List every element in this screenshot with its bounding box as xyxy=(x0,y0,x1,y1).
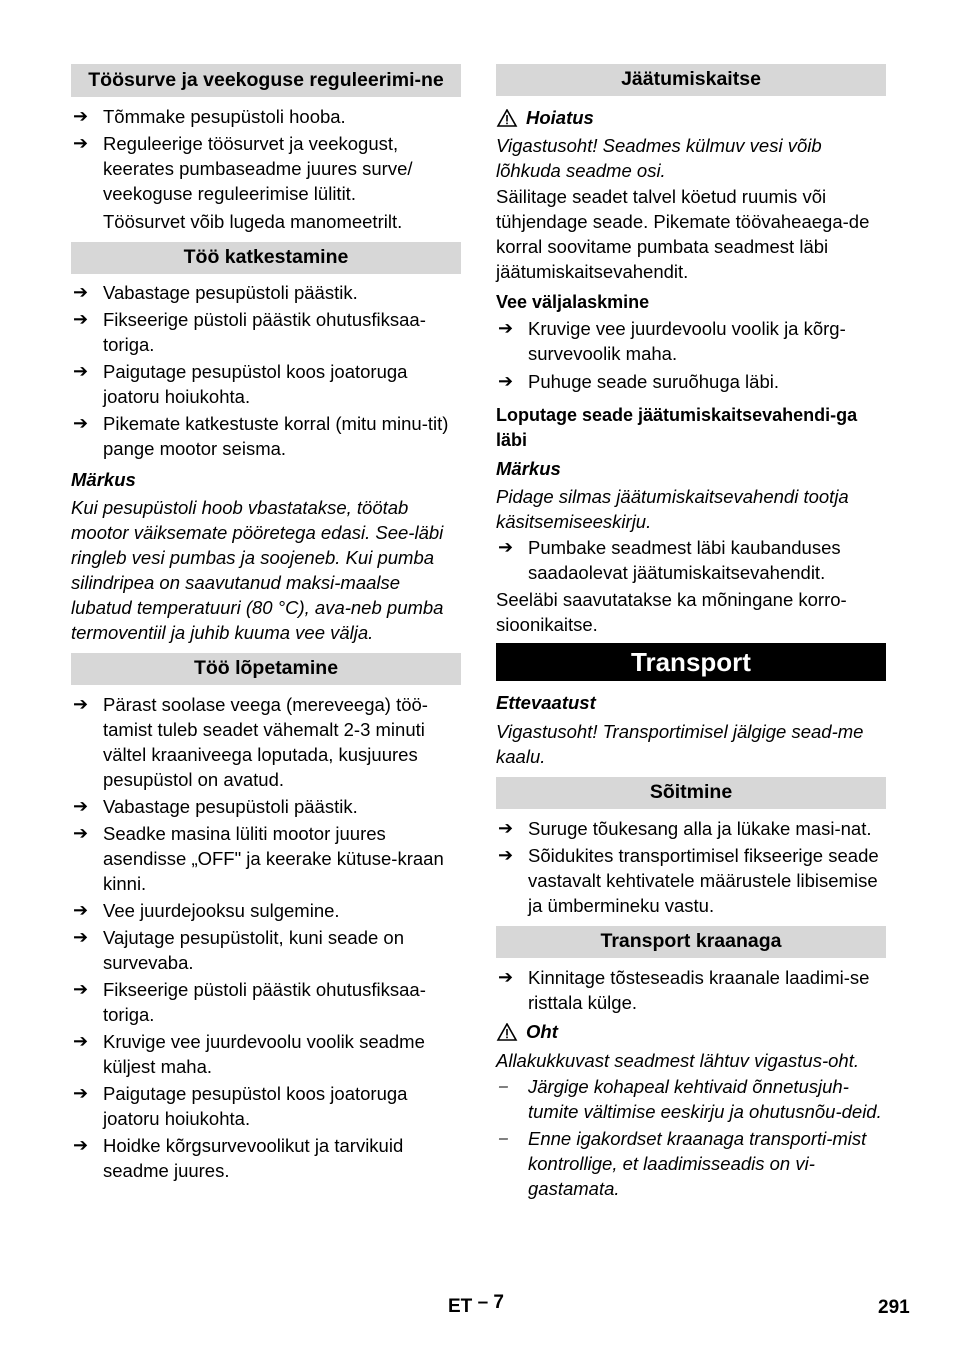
arrow-right-icon: ➔ xyxy=(498,845,514,865)
arrow-right-icon: ➔ xyxy=(498,318,514,338)
arrow-right-icon: ➔ xyxy=(73,927,89,947)
body-text: Töösurvet võib lugeda manomeetrilt. xyxy=(103,211,403,232)
dash-bullet: – xyxy=(499,1078,508,1095)
warning-triangle-icon xyxy=(496,1023,518,1041)
arrow-right-icon: ➔ xyxy=(73,1135,89,1155)
list-item: ➔ Suruge tõukesang alla ja lükake masi-nat. xyxy=(498,818,872,839)
arrow-right-icon: ➔ xyxy=(73,133,89,153)
list-item: ➔ Kinnitage tõsteseadis kraanale laadimi-se risttala külge. xyxy=(498,967,870,1013)
list-item: ➔ Vabastage pesupüstoli päästik. xyxy=(73,282,358,303)
warning-text: Vigastusoht! Seadmes külmuv vesi võib lõhkuda seadme osi. xyxy=(496,135,822,181)
list-item: ➔ Pikemate katkestuste korral (mitu minu-tit) pange mootor seisma. xyxy=(73,413,449,459)
list-item: ➔ Vabastage pesupüstoli päästik. xyxy=(73,796,358,817)
arrow-right-icon: ➔ xyxy=(73,796,89,816)
arrow-right-icon: ➔ xyxy=(73,1083,89,1103)
body-text: Säilitage seadet talvel köetud ruumis või tühjendage seade. Pikemate töövaheaega-de korral soovitame pumbata seadmest läbi jäätumiskaitsevahendit. xyxy=(496,186,870,282)
list-item: ➔ Seadke masina lüliti mootor juures asendisse „OFF" ja keerake kütuse-kraan kinni. xyxy=(73,823,444,894)
arrow-right-icon: ➔ xyxy=(73,309,89,329)
chapter-title: Transport xyxy=(496,643,886,681)
body-text: Seeläbi saavutatakse ka mõningane korro-sioonikaitse. xyxy=(496,589,847,635)
list-item: ➔ Pärast soolase veega (mereveega) töö-tamist tuleb seadet vähemalt 2-3 minuti vältel kraaniveega loputada, kusjuures pesupüstol on avatud. xyxy=(73,694,428,790)
list-item: ➔ Reguleerige töösurvet ja veekogust, keerates pumbaseadme juures surve/ veekoguse reguleerimise lülitit. xyxy=(73,133,413,204)
arrow-right-icon: ➔ xyxy=(498,371,514,391)
list-item: ➔ Paigutage pesupüstol koos joatoruga joatoru hoiukohta. xyxy=(73,1083,408,1129)
dash-bullet: – xyxy=(499,1130,508,1147)
danger-heading xyxy=(496,1019,886,1044)
warning-triangle-icon xyxy=(496,109,518,127)
list-item: ➔ Kruvige vee juurdevoolu voolik ja kõrg-survevoolik maha. xyxy=(498,318,846,364)
note-text: Pidage silmas jäätumiskaitsevahendi tootja käsitsemiseeskirju. xyxy=(496,486,849,532)
list-item: ➔ Fikseerige püstoli päästik ohutusfiksaa-toriga. xyxy=(73,309,426,355)
left-column xyxy=(71,64,461,1183)
danger-text: Allakukkuvast seadmest lähtuv vigastus-oht. xyxy=(496,1050,859,1071)
arrow-right-icon: ➔ xyxy=(73,1031,89,1051)
note-text: Kui pesupüstoli hoob vbastatakse, töötab mootor väiksemate pööretega edasi. See-läbi ringleb vesi pumbas ja soojeneb. Kui pumba silindripea on saavutanud maksi-maalse lubatud temperatuuri (80 °C), ava-neb pumba termoventiil ja juhib kuuma vee välja. xyxy=(71,497,444,643)
section-heading-driving: Sõitmine xyxy=(496,777,886,809)
arrow-right-icon: ➔ xyxy=(73,694,89,714)
caution-label: Ettevaatust xyxy=(496,692,596,713)
arrow-right-icon: ➔ xyxy=(73,106,89,126)
section-heading-finish: Töö lõpetamine xyxy=(71,653,461,685)
list-item: ➔ Vee juurdejooksu sulgemine. xyxy=(73,900,340,921)
list-item: ➔ Puhuge seade suruõhuga läbi. xyxy=(498,371,779,392)
list-item: ➔ Pumbake seadmest läbi kaubanduses saadaolevat jäätumiskaitsevahendit. xyxy=(498,537,841,583)
danger-label: Oht xyxy=(526,1021,558,1042)
warning-heading xyxy=(496,105,886,130)
list-item: – Enne igakordset kraanaga transporti-mist kontrollige, et laadimisseadis on vi-gastamata. xyxy=(499,1128,867,1199)
arrow-right-icon: ➔ xyxy=(498,967,514,987)
note-label: Märkus xyxy=(496,458,561,479)
subheading-flush: Loputage seade jäätumiskaitsevahendi-ga läbi xyxy=(496,405,858,450)
arrow-right-icon: ➔ xyxy=(73,979,89,999)
list-item: ➔ Paigutage pesupüstol koos joatoruga joatoru hoiukohta. xyxy=(73,361,408,407)
subheading-drain: Vee väljalaskmine xyxy=(496,292,650,312)
section-heading-interrupt: Töö katkestamine xyxy=(71,242,461,274)
caution-text: Vigastusoht! Transportimisel jälgige sead-me kaalu. xyxy=(496,721,864,767)
list-item: ➔ Sõidukites transportimisel fikseerige seade vastavalt kehtivatele määrustele libisemise ja ümbermineku vastu. xyxy=(498,845,879,916)
footer-section xyxy=(448,1292,504,1318)
list-item: ➔ Hoidke kõrgsurvevoolikut ja tarvikuid seadme juures. xyxy=(73,1135,404,1181)
list-item: ➔ Tõmmake pesupüstoli hooba. xyxy=(73,106,346,127)
warning-label: Hoiatus xyxy=(526,107,594,128)
list-item: ➔ Vajutage pesupüstolit, kuni seade on survevaba. xyxy=(73,927,405,973)
arrow-right-icon: ➔ xyxy=(73,282,89,302)
note-label: Märkus xyxy=(71,469,136,490)
footer-section-page: – 7 xyxy=(477,1292,504,1313)
arrow-right-icon: ➔ xyxy=(498,537,514,557)
arrow-right-icon: ➔ xyxy=(73,900,89,920)
section-heading-pressure: Töösurve ja veekoguse reguleerimi-ne xyxy=(71,64,461,97)
section-heading-crane: Transport kraanaga xyxy=(496,926,886,958)
list-item: – Järgige kohapeal kehtivaid õnnetusjuh-tumite vältimise eeskirju ja ohutusnõu-deid. xyxy=(499,1076,882,1122)
arrow-right-icon: ➔ xyxy=(73,361,89,381)
arrow-right-icon: ➔ xyxy=(498,818,514,838)
page-number: 291 xyxy=(878,1297,910,1318)
arrow-right-icon: ➔ xyxy=(73,823,89,843)
section-heading-frost: Jäätumiskaitse xyxy=(496,64,886,96)
arrow-right-icon: ➔ xyxy=(73,413,89,433)
list-item: ➔ Kruvige vee juurdevoolu voolik seadme küljest maha. xyxy=(73,1031,425,1077)
list-item: ➔ Fikseerige püstoli päästik ohutusfiksaa-toriga. xyxy=(73,979,426,1025)
footer-language: ET xyxy=(448,1296,473,1317)
right-column xyxy=(496,64,886,1201)
